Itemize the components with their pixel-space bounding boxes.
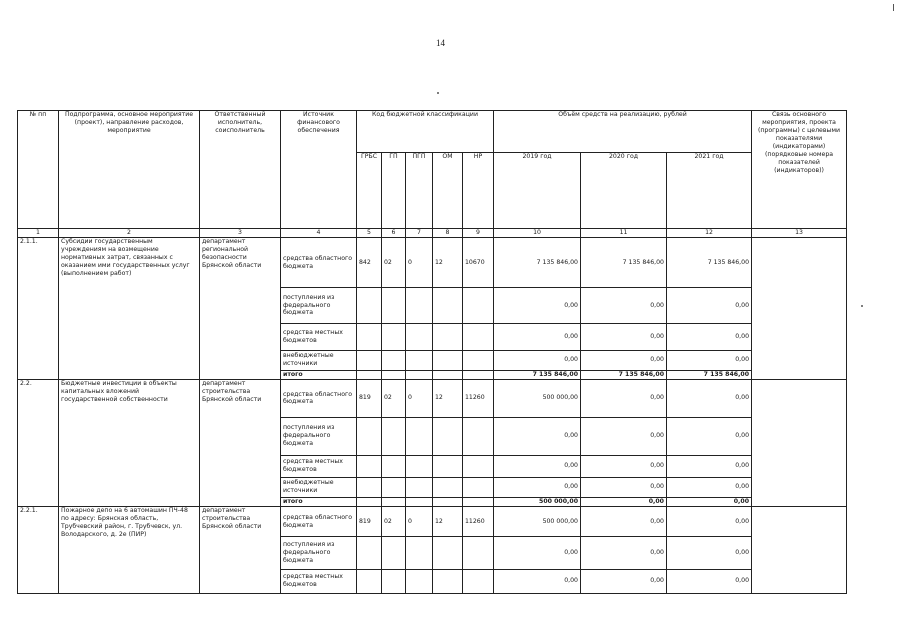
value-2020: 0,00 [581,350,667,370]
value-2019: 500 000,00 [494,379,581,417]
column-number-row [18,229,847,238]
value-2019: 0,00 [494,477,581,497]
value-2021: 0,00 [667,455,752,477]
measure-name: Субсидии государственным учреждениям на возмещение нормативных затрат, связанных с оказанием ими государственных услуг (выполнением работ) [59,238,200,379]
column-number: 10 [494,229,581,238]
column-number: 3 [200,229,281,238]
source-total: итого [281,370,357,379]
source-extra: внебюджетные источники [281,477,357,497]
executor-name: департамент региональной безопасности Брянской области [200,238,281,379]
code-nr: 11260 [463,379,494,417]
total-2021: 7 135 846,00 [667,370,752,379]
value-2020: 0,00 [581,287,667,323]
code-nr: 10670 [463,238,494,288]
value-2019: 0,00 [494,537,581,569]
code-pgp: 0 [406,379,433,417]
header-volume: Объём средств на реализацию, рублей [494,111,752,153]
indicator-link [752,379,847,506]
source-local: средства местных бюджетов [281,455,357,477]
header-2020: 2020 год [581,153,667,229]
header-grbs: ГРБС [357,153,382,229]
value-2021: 7 135 846,00 [667,238,752,288]
total-2021: 0,00 [667,497,752,506]
code-grbs: 842 [357,238,382,288]
value-2021: 0,00 [667,418,752,455]
table-row [18,379,847,417]
header-budget-code: Код бюджетной классификации [357,111,494,153]
total-2020: 7 135 846,00 [581,370,667,379]
value-2020: 0,00 [581,569,667,593]
total-2020: 0,00 [581,497,667,506]
source-local: средства местных бюджетов [281,324,357,350]
code-om: 12 [433,379,463,417]
column-number: 6 [382,229,406,238]
measure-name: Бюджетные инвестиции в объекты капитальных вложений государственной собственности [59,379,200,506]
column-number: 4 [281,229,357,238]
header-link: Связь основного мероприятия, проекта (программы) с целевыми показателями (индикаторами) (порядковые номера показателей (индикаторов)) [752,111,847,229]
indicator-link [752,238,847,379]
value-2021: 0,00 [667,350,752,370]
column-number: 9 [463,229,494,238]
value-2020: 0,00 [581,477,667,497]
source-total: итого [281,497,357,506]
source-regional: средства областного бюджета [281,507,357,537]
column-number: 8 [433,229,463,238]
header-pgp: ПГП [406,153,433,229]
column-number: 2 [59,229,200,238]
value-2021: 0,00 [667,287,752,323]
header-row [18,111,847,153]
code-nr: 11260 [463,507,494,537]
row-number: 2.2.1. [18,507,59,594]
header-num: № пп [18,111,59,229]
source-local: средства местных бюджетов [281,569,357,593]
row-number: 2.2. [18,379,59,506]
value-2019: 0,00 [494,287,581,323]
header-gp: ГП [382,153,406,229]
source-federal: поступления из федерального бюджета [281,537,357,569]
scan-edge-mark [893,4,894,11]
value-2020: 7 135 846,00 [581,238,667,288]
indicator-link [752,507,847,594]
source-regional: средства областного бюджета [281,379,357,417]
header-program: Подпрограмма, основное мероприятие (проект), направление расходов, мероприятие [59,111,200,229]
row-number: 2.1.1. [18,238,59,379]
code-pgp: 0 [406,507,433,537]
column-number: 7 [406,229,433,238]
value-2019: 0,00 [494,418,581,455]
value-2021: 0,00 [667,569,752,593]
value-2019: 0,00 [494,455,581,477]
scan-dot [861,305,863,307]
table-row [18,507,847,537]
executor-name: департамент строительства Брянской области [200,379,281,506]
source-regional: средства областного бюджета [281,238,357,288]
value-2020: 0,00 [581,379,667,417]
column-number: 13 [752,229,847,238]
column-number: 12 [667,229,752,238]
column-number: 11 [581,229,667,238]
page-number: 14 [436,38,445,48]
code-grbs: 819 [357,507,382,537]
code-gp: 02 [382,379,406,417]
value-2019: 0,00 [494,350,581,370]
source-federal: поступления из федерального бюджета [281,287,357,323]
header-2021: 2021 год [667,153,752,229]
code-gp: 02 [382,238,406,288]
header-executor: Ответственный исполнитель, соисполнитель [200,111,281,229]
budget-table [17,110,847,594]
value-2020: 0,00 [581,418,667,455]
code-om: 12 [433,507,463,537]
value-2020: 0,00 [581,507,667,537]
value-2020: 0,00 [581,324,667,350]
code-grbs: 819 [357,379,382,417]
value-2020: 0,00 [581,455,667,477]
table-row [18,238,847,288]
measure-name: Пожарное депо на 6 автомашин ПЧ-48 по адресу: Брянская область, Трубчевский район, г. Трубчевск, ул. Володарского, д. 2е (ПИР) [59,507,200,594]
scan-dot [437,92,439,94]
value-2019: 500 000,00 [494,507,581,537]
value-2021: 0,00 [667,477,752,497]
total-2019: 7 135 846,00 [494,370,581,379]
code-om: 12 [433,238,463,288]
value-2021: 0,00 [667,379,752,417]
header-om: ОМ [433,153,463,229]
header-nr: НР [463,153,494,229]
value-2021: 0,00 [667,324,752,350]
total-2019: 500 000,00 [494,497,581,506]
column-number: 5 [357,229,382,238]
column-number: 1 [18,229,59,238]
executor-name: департамент строительства Брянской области [200,507,281,594]
header-source: Источник финансового обеспечения [281,111,357,229]
header-2019: 2019 год [494,153,581,229]
value-2021: 0,00 [667,507,752,537]
value-2021: 0,00 [667,537,752,569]
value-2020: 0,00 [581,537,667,569]
code-gp: 02 [382,507,406,537]
value-2019: 0,00 [494,569,581,593]
value-2019: 7 135 846,00 [494,238,581,288]
source-extra: внебюджетные источники [281,350,357,370]
value-2019: 0,00 [494,324,581,350]
code-pgp: 0 [406,238,433,288]
source-federal: поступления из федерального бюджета [281,418,357,455]
